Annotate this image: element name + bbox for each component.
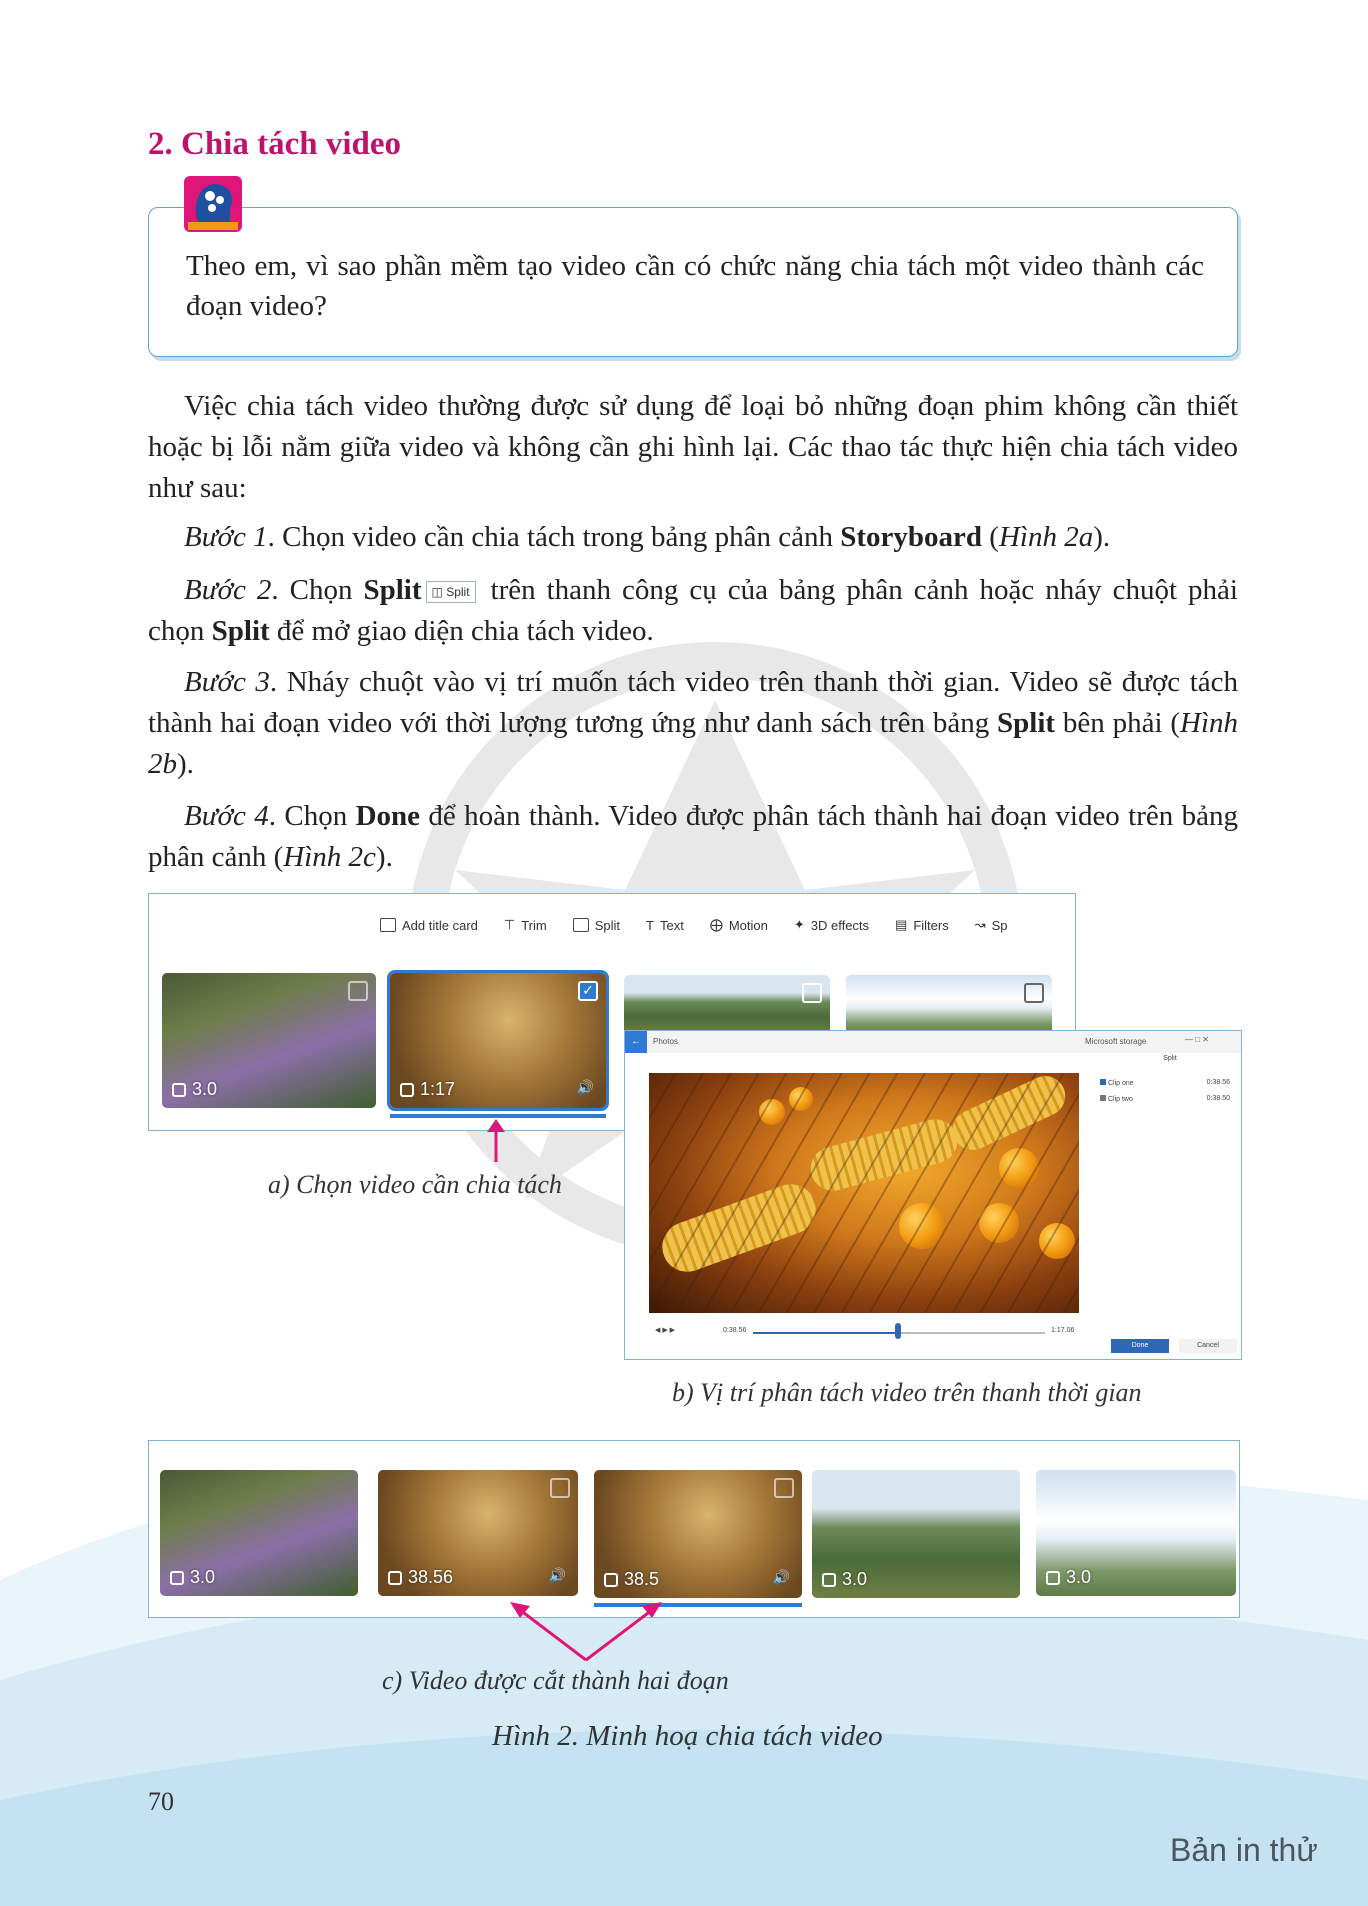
caption-b: b) Vị trí phân tách video trên thanh thời gian: [672, 1378, 1142, 1407]
page-number: 70: [148, 1787, 174, 1816]
text-button[interactable]: T Text: [646, 917, 684, 933]
grill-overlay: [649, 1073, 1079, 1313]
storyboard-clip-video-part-1[interactable]: 38.56 🔊: [378, 1470, 578, 1596]
text-icon: T: [646, 917, 654, 933]
figure-caption: Hình 2. Minh hoạ chia tách video: [492, 1720, 883, 1752]
3d-effects-button[interactable]: ✦ 3D effects: [793, 917, 870, 933]
question-text: Theo em, vì sao phần mềm tạo video cần có chức năng chia tách một video thành các đoạn video?: [186, 250, 1204, 322]
split-button-chip: ◫ Split: [426, 581, 476, 603]
clip-checkbox-checked[interactable]: ✓: [578, 981, 598, 1001]
storyboard-clip-mountain[interactable]: 3.0: [812, 1470, 1020, 1598]
storyboard-clip-mountain[interactable]: [624, 975, 830, 1035]
draft-label: Bản in thử: [1170, 1832, 1318, 1868]
caption-c: c) Video được cắt thành hai đoạn: [382, 1666, 729, 1695]
video-icon: [604, 1573, 618, 1587]
storyboard-clip-video-selected[interactable]: ✓ 1:17 🔊: [390, 973, 606, 1108]
trim-button[interactable]: ⊤ Trim: [503, 917, 547, 933]
clip-checkbox[interactable]: [550, 1478, 570, 1498]
image-icon: [822, 1573, 836, 1587]
storyboard-toolbar: [380, 913, 1008, 937]
split-button[interactable]: Split: [573, 918, 620, 933]
section-title: 2. Chia tách video: [148, 126, 402, 162]
window-controls-icon[interactable]: — □ ✕: [1185, 1035, 1209, 1044]
arrow-up-a: [484, 1118, 508, 1164]
audio-icon: 🔊: [548, 1568, 566, 1584]
storyboard-clip-image[interactable]: 3.0: [160, 1470, 358, 1596]
cancel-button[interactable]: Cancel: [1179, 1339, 1237, 1353]
video-icon: [400, 1083, 414, 1097]
motion-icon: ⨁: [709, 917, 723, 932]
clip-checkbox[interactable]: [348, 981, 368, 1001]
storyboard-clip-sky[interactable]: [846, 975, 1052, 1035]
clip-color-swatch: [1100, 1079, 1106, 1085]
trim-icon: ⊤: [503, 917, 516, 932]
step-1: Bước 1. Chọn video cần chia tách trong bảng phân cảnh Storyboard (Hình 2a).: [184, 521, 1111, 553]
speed-button[interactable]: ↝ Sp: [974, 917, 1008, 933]
step-label: Bước 4: [184, 800, 269, 832]
caption-a: a) Chọn video cần chia tách: [268, 1170, 562, 1199]
3d-effects-icon: ✦: [793, 917, 805, 932]
split-window: [624, 1030, 1242, 1360]
image-icon: [170, 1571, 184, 1585]
split-icon: [573, 918, 589, 932]
video-icon: [388, 1571, 402, 1585]
image-icon: [172, 1083, 186, 1097]
timeline-progress: [753, 1332, 899, 1334]
step-label: Bước 1: [184, 521, 268, 553]
intro-paragraph: Việc chia tách video thường được sử dụng để loại bỏ những đoạn phim không cần thiết hoặc bị lỗi nằm giữa video và không cần ghi hình lại. Các thao tác thực hiện chia tách video như sau:: [148, 390, 1238, 504]
window-titlebar: ← Photos Microsoft storage — □ ✕: [625, 1031, 1241, 1053]
clip-row[interactable]: Clip two 0:38.50: [1100, 1095, 1230, 1103]
storyboard-clip-sky[interactable]: 3.0: [1036, 1470, 1236, 1596]
title-card-icon: [380, 918, 396, 932]
step-4: Bước 4. Chọn Done để hoàn thành. Video được phân tách thành hai đoạn video trên bảng phân cảnh (Hình 2c).: [148, 800, 1238, 873]
clip-checkbox[interactable]: [1024, 983, 1044, 1003]
split-panel: Split Clip one 0:38.56 Clip two 0:38.50: [1100, 1055, 1240, 1355]
clip-checkbox[interactable]: [802, 983, 822, 1003]
step-label: Bước 2: [184, 574, 272, 606]
storyboard-clip-video-part-2[interactable]: 38.5 🔊: [594, 1470, 802, 1598]
image-icon: [1046, 1571, 1060, 1585]
done-button[interactable]: Done: [1111, 1339, 1169, 1353]
clip-row[interactable]: Clip one 0:38.56: [1100, 1079, 1230, 1087]
question-head-icon: [184, 176, 242, 232]
storyboard-clip-image[interactable]: 3.0: [162, 973, 376, 1108]
step-label: Bước 3: [184, 666, 270, 698]
add-title-card-button[interactable]: Add title card: [380, 918, 478, 933]
clip-checkbox[interactable]: [774, 1478, 794, 1498]
timeline[interactable]: ◀ ▶ ▶ 0:38.56 1:17.06: [649, 1323, 1079, 1341]
timeline-split-handle[interactable]: [895, 1323, 901, 1339]
playback-controls-icon[interactable]: ◀ ▶ ▶: [655, 1327, 676, 1334]
audio-icon: 🔊: [772, 1570, 790, 1586]
motion-button[interactable]: ⨁ Motion: [709, 917, 768, 933]
filters-icon: ▤: [895, 917, 908, 932]
arrows-split-c: [500, 1596, 680, 1664]
clip-color-swatch: [1100, 1095, 1106, 1101]
back-arrow-icon[interactable]: ←: [625, 1031, 647, 1053]
filters-button[interactable]: ▤ Filters: [895, 917, 949, 933]
audio-icon: 🔊: [576, 1080, 594, 1096]
speed-icon: ↝: [974, 917, 986, 932]
step-2: Bước 2. Chọn Split ◫ Split trên thanh công cụ của bảng phân cảnh hoặc nháy chuột phải chọn Split để mở giao diện chia tách video.: [148, 574, 1238, 647]
step-3: Bước 3. Nháy chuột vào vị trí muốn tách video trên thanh thời gian. Video sẽ được tách thành hai đoạn video với thời lượng tương ứng như danh sách trên bảng Split bên phải (Hình 2b).: [148, 666, 1238, 780]
